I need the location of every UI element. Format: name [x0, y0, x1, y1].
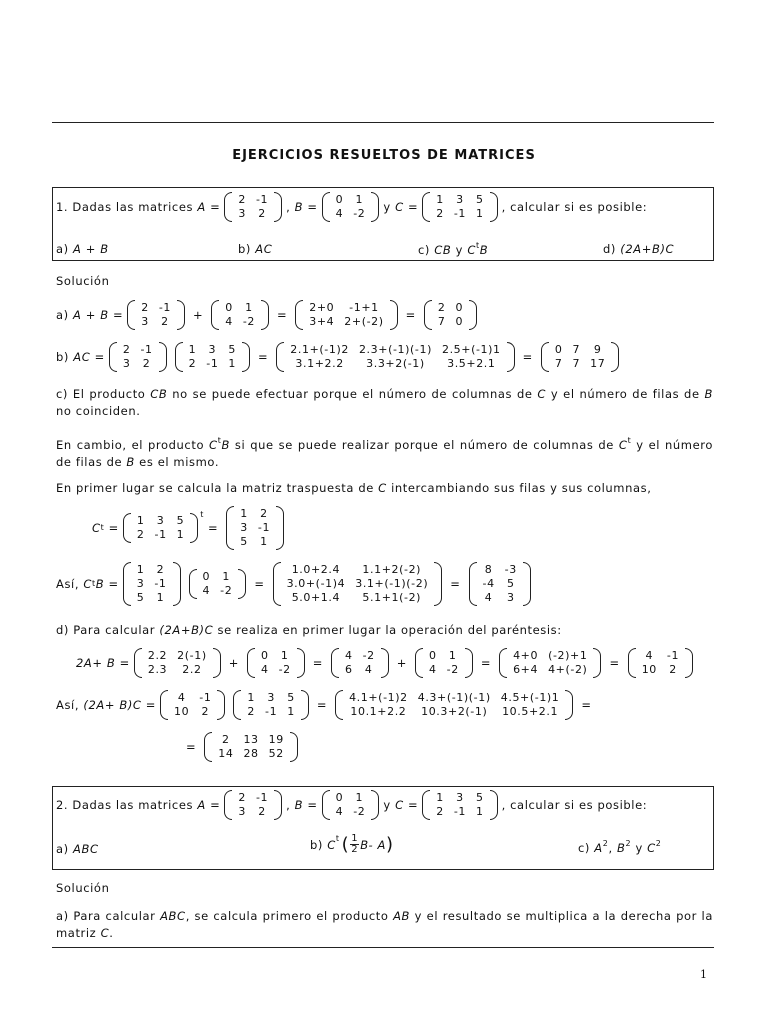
matrix-cell: -4 — [482, 577, 495, 590]
matrix-cell: 0 — [455, 301, 464, 314]
matrix-cell: 2 — [188, 357, 197, 370]
matrix-cell: 4 — [202, 584, 211, 597]
matrix-cell: -1 — [666, 649, 680, 662]
matrix-cell: 3 — [238, 805, 246, 818]
matrix-b — [322, 790, 380, 820]
matrix-cell: 3 — [238, 207, 246, 220]
conj-y: y — [383, 200, 391, 214]
matrix-cell: 2 — [258, 207, 266, 220]
matrix-cell: 1 — [245, 301, 253, 314]
q2-b: b) C $^t$ ( $\frac{1}{2}$ B- A ) — [310, 833, 394, 855]
bottom-rule — [52, 947, 714, 948]
matrix-cell: 0 — [335, 791, 344, 804]
matrix-cell: 1 — [136, 514, 145, 527]
matrix-cell: 1.0+2.4 — [291, 563, 341, 576]
solution-heading-1: Solución — [56, 274, 110, 288]
exercise-1-statement: 1. Dadas las matrices A = 2 -1 3 2 , B = 0 1 4 -2 y C = 1 3 5 2 -1 1 , calcular si es posible: — [56, 193, 648, 220]
matrix-cell: 4 — [335, 805, 344, 818]
matrix-cell: 10 — [174, 705, 190, 718]
matrix-b — [322, 192, 380, 222]
matrix-cell: 5 — [506, 577, 515, 590]
matrix-cell: -1 — [453, 207, 466, 220]
matrix-cell: 3 — [141, 315, 149, 328]
matrix-cell: 4 — [335, 207, 344, 220]
solution-heading-2: Solución — [56, 881, 110, 895]
matrix-product-ctb — [273, 562, 443, 606]
solution-d-text: d) Para calcular (2A+B)C se realiza en primer lugar la operación del paréntesis: — [56, 623, 562, 637]
matrix-cell: 3 — [506, 591, 515, 604]
q2-a: a) ABC — [56, 842, 99, 856]
matrix-a — [224, 192, 282, 222]
matrix-cell: -2 — [242, 315, 256, 328]
matrix-cell: 7 — [437, 315, 446, 328]
matrix-c — [422, 192, 497, 222]
matrix-a — [224, 790, 282, 820]
matrix-cell: 4+0 — [513, 649, 539, 662]
matrix-cell: -1 — [154, 528, 167, 541]
matrix-cell: 0 — [202, 570, 211, 583]
matrix-result-2a-b — [160, 690, 225, 720]
matrix-c — [175, 342, 250, 372]
matrix-cell: 13 — [243, 733, 259, 746]
matrix-cell: 3 — [456, 791, 464, 804]
matrix-cell: 5 — [136, 591, 145, 604]
matrix-b — [189, 569, 247, 599]
matrix-c — [123, 513, 198, 543]
matrix-result-2ab-c — [204, 732, 298, 762]
matrix-cell: 0 — [335, 193, 344, 206]
matrix-cell: 1 — [436, 791, 444, 804]
matrix-cell: 3.3+2(-1) — [366, 357, 425, 370]
matrix-cell: 0 — [429, 649, 437, 662]
matrix-cell: 2 — [161, 315, 169, 328]
matrix-cell: 2 — [436, 207, 444, 220]
matrix-cell: 0 — [225, 301, 233, 314]
fraction-one-half: $\frac{1}{2}$ — [351, 833, 359, 855]
matrix-cell: 5.1+1(-2) — [362, 591, 422, 604]
matrix-cell: -1 — [140, 343, 153, 356]
matrix-cell: 10 — [641, 663, 657, 676]
matrix-cell: 5 — [176, 514, 185, 527]
matrix-product-ac — [276, 342, 514, 372]
matrix-cell: 7 — [554, 357, 563, 370]
matrix-c-transpose — [226, 506, 284, 550]
matrix-cell: 10.1+2.2 — [350, 705, 407, 718]
q2-c: c) $A^2$, $B^2$ y $C^2$ — [578, 839, 662, 855]
matrix-cell: 5 — [287, 691, 295, 704]
matrix-cell: 6+4 — [513, 663, 539, 676]
matrix-cell: 2.1+(-1)2 — [290, 343, 349, 356]
matrix-cell: 2.3+(-1)(-1) — [358, 343, 432, 356]
matrix-cell: 2 — [156, 563, 165, 576]
matrix-cell: 4 — [260, 663, 269, 676]
matrix-cell: 1 — [176, 528, 185, 541]
matrix-cell: 3 — [156, 514, 165, 527]
two-a-plus-b-times-c-equation: Así, (2A+ B)C = 4 -1 10 2 1 3 5 2 -1 1 = 4.1+(-1)2 4.3+(-1)(-1) 4.5+(-1)1 10.1+2.2 10.3+2(-1) 10.5+2.1 = — [56, 691, 592, 718]
ex2-intro: 2. Dadas las matrices — [56, 798, 194, 812]
matrix-cell: 4 — [429, 663, 437, 676]
matrix-cell: 4 — [345, 649, 353, 662]
matrix-cell: -2 — [353, 207, 366, 220]
q1-a: a) A + B — [56, 242, 109, 256]
matrix-cell: 1 — [240, 507, 248, 520]
matrix-cell: -3 — [504, 563, 517, 576]
matrix-cell: 2.3 — [147, 663, 168, 676]
matrix-cell: 3 — [240, 521, 248, 534]
matrix-cell: 2 — [201, 705, 210, 718]
matrix-cell: 7 — [572, 357, 581, 370]
solution-a: a) A + B = 2 -1 3 2 + 0 1 4 -2 = 2+0 -1+1 3+4 2+(-2) = 2 0 7 0 — [56, 300, 481, 330]
matrix-cell: 2(-1) — [177, 649, 207, 662]
matrix-cell: -1 — [154, 577, 167, 590]
matrix-cell: -2 — [220, 584, 233, 597]
matrix-cell: 4 — [225, 315, 233, 328]
matrix-product-2ab-c — [335, 690, 573, 720]
matrix-cell: 4 — [364, 663, 373, 676]
matrix-cell: 7 — [572, 343, 581, 356]
matrix-b — [247, 648, 305, 678]
matrix-cell: -2 — [278, 663, 291, 676]
matrix-cell: 4.1+(-1)2 — [349, 691, 408, 704]
matrix-cell: 2.5+(-1)1 — [441, 343, 501, 356]
matrix-cell: -1 — [199, 691, 212, 704]
matrix-cell: -1 — [206, 357, 219, 370]
matrix-a — [109, 342, 167, 372]
matrix-cell: 10.5+2.1 — [502, 705, 559, 718]
matrix-c — [233, 690, 308, 720]
matrix-cell: 2 — [247, 705, 256, 718]
solution-b: b) AC = 2 -1 3 2 1 3 5 2 -1 1 = 2.1+(-1)2 2.3+(-1)(-1) 2.5+(-1)1 3.1+2.2 3.3+2(-1) 3.5+2.1 = 0 7 9 7 7 17 — [56, 342, 623, 372]
matrix-cell: 3.0+(-1)4 — [286, 577, 346, 590]
matrix-cell: 5 — [476, 193, 484, 206]
solution-c-text-2: En cambio, el producto $C^tB$ si que se puede realizar porque el número de columnas de $C^t$ y el número de filas de B es el mismo. — [56, 436, 713, 469]
solution-c-text-3: En primer lugar se calcula la matriz traspuesta de C intercambiando sus filas y sus columnas, — [56, 481, 652, 495]
matrix-cell: 1 — [260, 535, 268, 548]
matrix-cell: -2 — [362, 649, 375, 662]
matrix-cell: 0 — [554, 343, 563, 356]
matrix-cell: 3 — [208, 343, 217, 356]
solution-c-text-1: c) El producto CB no se puede efectuar porque el número de columnas de C y el número de filas de B no coinciden. — [56, 387, 713, 418]
top-rule — [52, 122, 714, 123]
matrix-cell: -2 — [353, 805, 366, 818]
page-title: EJERCICIOS RESUELTOS DE MATRICES — [232, 148, 536, 163]
matrix-cell: 1 — [355, 193, 364, 206]
matrix-cell: 2+0 — [309, 301, 335, 314]
matrix-cell: 10.3+2(-1) — [421, 705, 488, 718]
matrix-cell: 1 — [476, 207, 484, 220]
matrix-cell: 2.2 — [147, 649, 168, 662]
matrix-cell: 3 — [136, 577, 145, 590]
matrix-cell: 28 — [243, 747, 259, 760]
matrix-cell: 1 — [228, 357, 237, 370]
matrix-cell: 2 — [141, 301, 149, 314]
matrix-cell: 4+(-2) — [548, 663, 588, 676]
matrix-cell: 1 — [136, 563, 145, 576]
matrix-cell: 5.0+1.4 — [291, 591, 341, 604]
matrix-cell: 1 — [280, 649, 289, 662]
matrix-cell: 52 — [268, 747, 284, 760]
ex1-intro: 1. Dadas las matrices — [56, 200, 194, 214]
matrix-cell: 1 — [476, 805, 484, 818]
matrix-cell: 0 — [455, 315, 464, 328]
q1-d: d) (2A+B)C — [603, 242, 675, 256]
matrix-cell: 2 — [136, 528, 145, 541]
solution-2a-text: a) Para calcular ABC, se calcula primero el producto AB y el resultado se multiplica a la derecha por la matriz C. — [56, 909, 713, 940]
matrix-cell: -1 — [453, 805, 466, 818]
matrix-cell: 2+(-2) — [344, 315, 384, 328]
matrix-cell: 8 — [484, 563, 493, 576]
matrix-cell: -2 — [446, 663, 459, 676]
matrix-cell: 1 — [222, 570, 231, 583]
matrix-cell: 2 — [669, 663, 677, 676]
matrix-cell: 3 — [122, 357, 131, 370]
matrix-cell: 6 — [345, 663, 353, 676]
matrix-cell: 1.1+2(-2) — [362, 563, 422, 576]
matrix-sum-2a-b — [499, 648, 601, 678]
matrix-cell: 3.5+2.1 — [447, 357, 496, 370]
matrix-cell: 3.1+2.2 — [295, 357, 344, 370]
matrix-cell: 2 — [222, 733, 230, 746]
matrix-cell: 2 — [260, 507, 268, 520]
matrix-cell: 2 — [238, 193, 246, 206]
matrix-cell: 19 — [268, 733, 284, 746]
matrix-cell: 2 — [238, 791, 246, 804]
matrix-cell: 1 — [287, 705, 295, 718]
matrix-cell: 2.2 — [182, 663, 202, 676]
matrix-cell: -1 — [257, 521, 271, 534]
matrix-cell: 2 — [142, 357, 151, 370]
two-a-plus-b-equation: 2A+ B = 2.2 2(-1) 2.3 2.2 + 0 1 4 -2 = 4 -2 6 4 + 0 1 4 -2 = 4+0 (-2)+1 6+4 4+(-2) = 4 -1 10 2 — [76, 648, 697, 678]
exercise-2-statement: 2. Dadas las matrices A = 2 -1 3 2 , B = 0 1 4 -2 y C = 1 3 5 2 -1 1 , calcular si es posible: — [56, 791, 648, 818]
page-number: 1 — [700, 968, 708, 981]
matrix-cell: 4 — [177, 691, 186, 704]
matrix-cell: -1 — [255, 791, 269, 804]
matrix-cell: 2 — [122, 343, 131, 356]
matrix-cell: 2 — [258, 805, 266, 818]
matrix-cell: 1 — [448, 649, 457, 662]
matrix-result-2a-b — [628, 648, 693, 678]
product-ctb-equation: Así, C $^t$ B = 1 2 3 -1 5 1 0 1 4 -2 = 1.0+2.4 1.1+2(-2) 3.0+(-1)4 3.1+(-1)(-2) 5.0+1.4 5.1+1(-2) = 8 -3 -4 5 4 3 — [56, 562, 535, 606]
matrix-a — [127, 300, 185, 330]
matrix-cell: 0 — [260, 649, 269, 662]
matrix-sum-ab — [295, 300, 397, 330]
matrix-cell: 9 — [593, 343, 602, 356]
matrix-result-ab — [424, 300, 477, 330]
matrix-cell: 5 — [240, 535, 248, 548]
matrix-cell: 5 — [228, 343, 237, 356]
q1-c: c) CB y $C^tB$ — [418, 241, 489, 257]
matrix-cell: 1 — [156, 591, 165, 604]
matrix-c-transpose — [123, 562, 181, 606]
q1-b: b) AC — [238, 242, 273, 256]
matrix-cell: 14 — [218, 747, 234, 760]
ex1-calc: , calcular si es posible: — [501, 200, 648, 214]
matrix-cell: 2 — [436, 805, 444, 818]
matrix-cell: 3.1+(-1)(-2) — [355, 577, 429, 590]
matrix-two-a — [134, 648, 221, 678]
matrix-cell: 4 — [645, 649, 654, 662]
matrix-cell: 1 — [436, 193, 444, 206]
matrix-cell: -1+1 — [349, 301, 379, 314]
matrix-cell: 1 — [247, 691, 256, 704]
matrix-cell: 1 — [355, 791, 364, 804]
matrix-cell: 2 — [437, 301, 446, 314]
matrix-cell: 3 — [456, 193, 464, 206]
matrix-c — [422, 790, 497, 820]
final-result-row: = 2 13 19 14 28 52 — [182, 732, 302, 762]
matrix-cell: 4.3+(-1)(-1) — [417, 691, 491, 704]
matrix-result-ctb — [469, 562, 531, 606]
transpose-equation: C $^t$ = 1 3 5 2 -1 1 $^t$ = 1 2 3 -1 5 1 — [92, 506, 288, 550]
matrix-cell: 3+4 — [309, 315, 335, 328]
matrix-result-ac — [541, 342, 619, 372]
matrix-cell: 4 — [484, 591, 493, 604]
matrix-b — [415, 648, 473, 678]
matrix-two-a-values — [331, 648, 389, 678]
matrix-cell: -1 — [158, 301, 171, 314]
matrix-cell: 3 — [267, 691, 275, 704]
matrix-cell: 5 — [476, 791, 484, 804]
matrix-cell: 4.5+(-1)1 — [500, 691, 560, 704]
matrix-cell: -1 — [255, 193, 269, 206]
matrix-cell: -1 — [265, 705, 278, 718]
matrix-cell: (-2)+1 — [548, 649, 588, 662]
matrix-cell: 1 — [188, 343, 197, 356]
matrix-b — [211, 300, 269, 330]
matrix-cell: 17 — [590, 357, 606, 370]
